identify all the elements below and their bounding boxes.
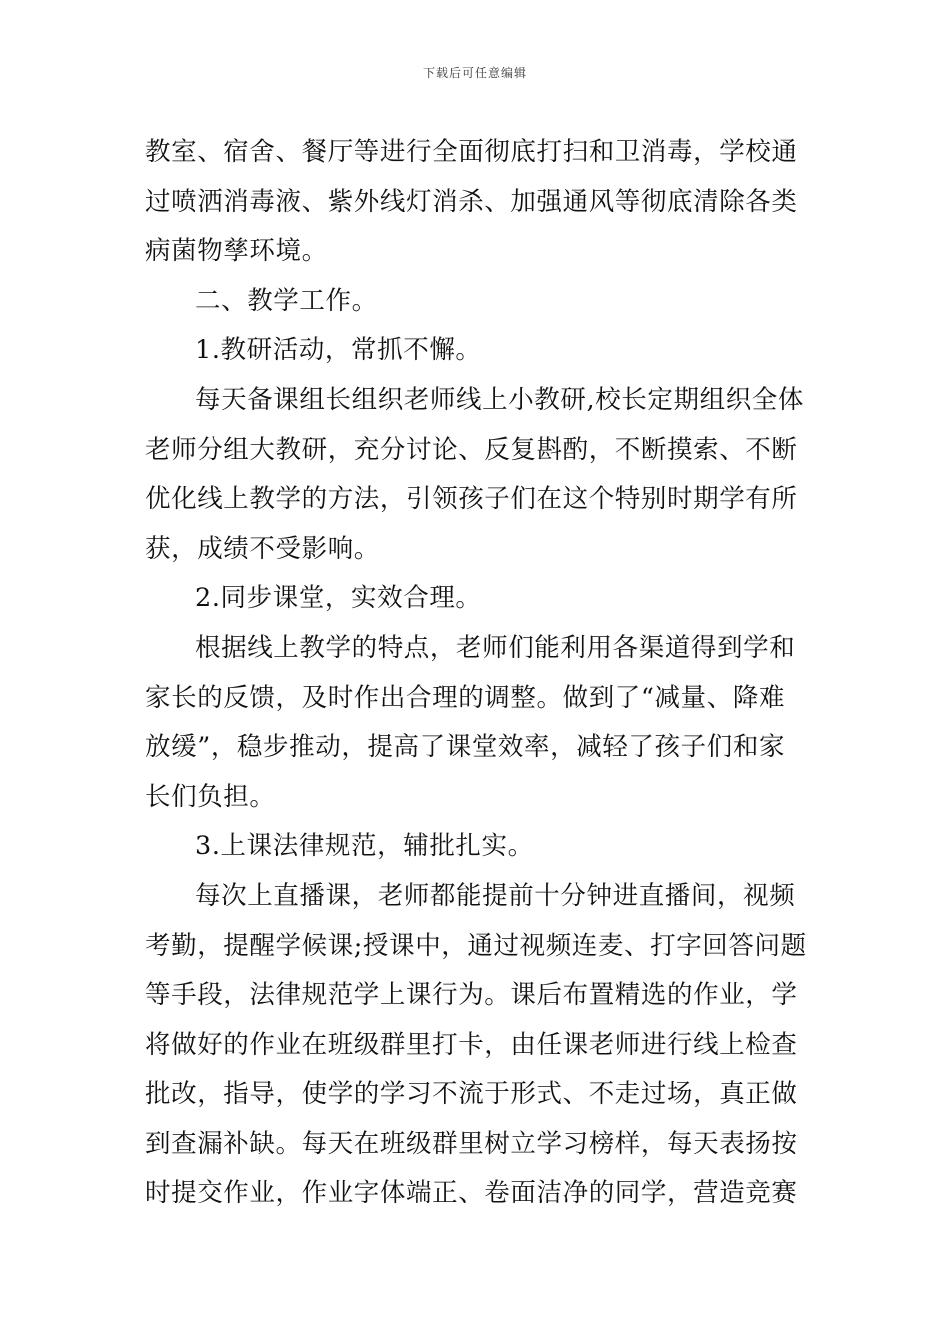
- text-line: 病菌物孳环境。: [145, 236, 328, 267]
- text-line: 长们负担。: [145, 781, 276, 812]
- text-line: 批改，指导，使学的学习不流于形式、不走过场，真正做: [145, 1079, 798, 1110]
- subsection-heading: 3.上课法律规范，辅批扎实。: [195, 831, 534, 862]
- text-line: 放缓”，稳步推动，提高了课堂效率，减轻了孩子们和家: [145, 732, 786, 763]
- document-body: [145, 128, 815, 1219]
- text-line: 获，成绩不受影响。: [145, 533, 380, 564]
- text-line: 老师分组大教研，充分讨论、反复斟酌，不断摸索、不断: [145, 434, 798, 465]
- text-line: 等手段，法律规范学上课行为。课后布置精选的作业，学: [145, 980, 798, 1011]
- text-line: 根据线上教学的特点，老师们能利用各渠道得到学和: [195, 632, 796, 663]
- text-line: 过喷洒消毒液、紫外线灯消杀、加强通风等彻底清除各类: [145, 186, 798, 217]
- text-line: 考勤，提醒学候课;授课中，通过视频连麦、打字回答问题: [145, 930, 807, 961]
- text-line: 教室、宿舍、餐厅等进行全面彻底打扫和卫消毒，学校通: [145, 137, 798, 167]
- text-line: 时提交作业，作业字体端正、卷面洁净的同学，营造竞赛: [145, 1178, 798, 1209]
- text-line: 到查漏补缺。每天在班级群里树立学习榜样，每天表扬按: [145, 1128, 798, 1159]
- section-heading: 二、教学工作。: [195, 285, 378, 316]
- text-line: 每次上直播课，老师都能提前十分钟进直播间，视频: [195, 880, 796, 911]
- text-line: 将做好的作业在班级群里打卡，由任课老师进行线上检查: [145, 1029, 798, 1060]
- text-line: 每天备课组长组织老师线上小教研,校长定期组织全体: [195, 384, 805, 415]
- subsection-heading: 1.教研活动，常抓不懈。: [195, 335, 482, 366]
- subsection-heading: 2.同步课堂，实效合理。: [195, 583, 482, 614]
- page-header-note: 下载后可任意编辑: [422, 66, 527, 80]
- text-line: 家长的反馈，及时作出合理的调整。做到了“减量、降难: [145, 682, 786, 713]
- text-line: 优化线上教学的方法，引领孩子们在这个特别时期学有所: [145, 484, 798, 515]
